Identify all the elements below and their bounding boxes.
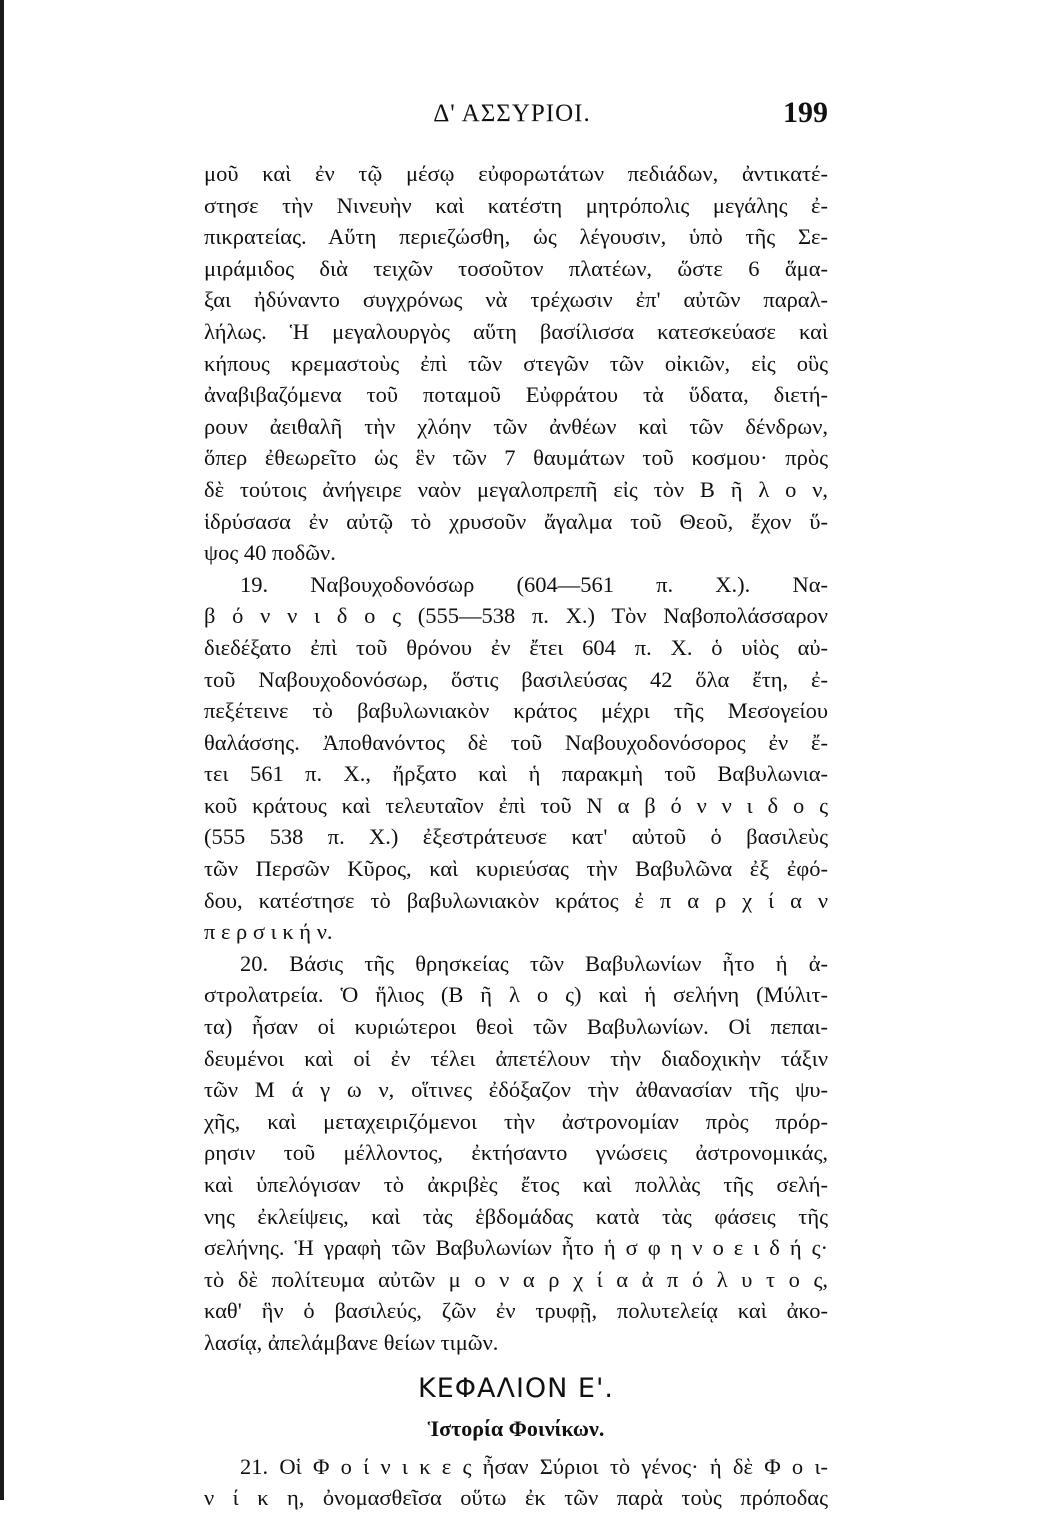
text-line: καὶ ὑπελόγισαν τὸ ἀκριβὲς ἔτος καὶ πολλὰς τῆς σελή- [204, 1172, 828, 1197]
chapter-title: ΚΕΦΑΛΙΟΝ Ε'. [417, 1372, 615, 1404]
text-line: θαλάσσης. Ἀποθανόντος δὲ τοῦ Ναβουχοδονόσορος ἐν ἔ- [204, 729, 828, 755]
text-line: ν ί κ η, ὀνομασθεῖσα οὕτω ἐκ τῶν παρὰ τοὺς πρόποδας [204, 1485, 828, 1511]
text-line: χῆς, καὶ μεταχειριζόμενοι τὴν ἀστρονομίαν πρὸς πρόρ- [204, 1108, 828, 1134]
text-line: τει 561 π. Χ., ἤρξατο καὶ ἡ παρακμὴ τοῦ Βαβυλωνια- [204, 761, 828, 787]
text-block [204, 158, 828, 1514]
text-line: μοῦ καὶ ἐν τῷ μέσῳ εὐφορωτάτων πεδιάδων, ἀντικατέ- [204, 161, 828, 186]
text-line: δευμένοι καὶ οἱ ἐν τέλει ἀπετέλουν τὴν διαδοχικὴν τάξιν [204, 1045, 828, 1071]
text-line: πικρατείας. Αὕτη περιεζώσθη, ὡς λέγουσιν, ὑπὸ τῆς Σε- [204, 224, 828, 250]
text-line: τὸ δὲ πολίτευμα αὐτῶν μ ο ν α ρ χ ί α ἀ π ό λ υ τ ο ς, [204, 1266, 828, 1292]
text-line: τα) ἦσαν οἱ κυριώτεροι θεοὶ τῶν Βαβυλωνίων. Οἱ πεπαι- [204, 1014, 828, 1040]
text-line: ἀναβιβαζόμενα τοῦ ποταμοῦ Εὐφράτου τὰ ὕδατα, διετή- [204, 382, 828, 408]
text-line: λασίᾳ, ἀπελάμβανε θείων τιμῶν. [204, 1329, 499, 1355]
text-line: ὅπερ ἐθεωρεῖτο ὡς ἓν τῶν 7 θαυμάτων τοῦ κοσμου· πρὸς [204, 445, 828, 471]
page-edge [0, 0, 4, 1500]
text-line: λήλως. Ἡ μεγαλουργὸς αὕτη βασίλισσα κατεσκεύασε καὶ [204, 318, 828, 344]
text-line: ξαι ἠδύναντο συγχρόνως νὰ τρέχωσιν ἐπ' αὐτῶν παραλ- [204, 287, 828, 313]
text-line: β ό ν ν ι δ ο ς (555—538 π. Χ.) Τὸν Ναβοπολάσσαρον [204, 603, 828, 629]
text-line: 19. Ναβουχοδονόσωρ (604—561 π. Χ.). Να- [240, 571, 828, 597]
text-line: τοῦ Ναβουχοδονόσωρ, ὅστις βασιλεύσας 42 ὅλα ἔτη, ἐ- [204, 666, 828, 692]
text-line: στρολατρεία. Ὁ ἥλιος (Β ῆ λ ο ς) καὶ ἡ σελήνη (Μύλιτ- [204, 982, 828, 1008]
page-header [196, 96, 828, 136]
paragraph-19 [204, 569, 828, 948]
text-line: τῶν Περσῶν Κῦρος, καὶ κυριεύσας τὴν Βαβυλῶνα ἐξ ἐφό- [204, 856, 828, 882]
text-line: ψος 40 ποδῶν. [204, 540, 336, 566]
text-line: τῶν Μ ά γ ω ν, οἵτινες ἐδόξαζον τὴν ἀθανασίαν τῆς ψυ- [204, 1077, 828, 1103]
text-line: (555 538 π. Χ.) ἐξεστράτευσε κατ' αὐτοῦ ὁ βασιλεὺς [204, 824, 828, 850]
running-head: Δ' ΑΣΣΥΡΙΟΙ. [433, 100, 591, 127]
text-line: κοῦ κράτους καὶ τελευταῖον ἐπὶ τοῦ Ν α β ό ν ν ι δ ο ς [204, 792, 828, 818]
paragraph-20 [204, 948, 828, 1359]
text-line: ἱδρύσασα ἐν αὐτῷ τὸ χρυσοῦν ἄγαλμα τοῦ Θεοῦ, ἔχον ὕ- [204, 508, 828, 534]
chapter-subtitle: Ἱστορία Φοινίκων. [427, 1415, 605, 1441]
paragraph-21 [204, 1451, 828, 1514]
text-line: στησε τὴν Νινευὴν καὶ κατέστη μητρόπολις μεγάλης ἐ- [204, 192, 828, 218]
text-line: διεδέξατο ἐπὶ τοῦ θρόνου ἐν ἔτει 604 π. Χ. ὁ υἱὸς αὐ- [204, 634, 828, 660]
text-line: ρουν ἀειθαλῆ τὴν χλόην τῶν ἀνθέων καὶ τῶν δένδρων, [204, 413, 828, 439]
text-line: πεξέτεινε τὸ βαβυλωνιακὸν κράτος μέχρι τῆς Μεσογείου [204, 698, 828, 724]
page-number: 199 [783, 96, 828, 129]
text-line: νης ἐκλείψεις, καὶ τὰς ἑβδομάδας κατὰ τὰς φάσεις τῆς [204, 1203, 828, 1229]
paragraph-continuation [204, 158, 828, 569]
text-line: π ε ρ σ ι κ ή ν. [204, 919, 333, 945]
text-line: 20. Βάσις τῆς θρησκείας τῶν Βαβυλωνίων ἦτο ἡ ἀ- [240, 950, 828, 976]
text-line: καθ' ἣν ὁ βασιλεύς, ζῶν ἐν τρυφῇ, πολυτελείᾳ καὶ ἀκο- [204, 1298, 828, 1324]
text-line: κήπους κρεμαστοὺς ἐπὶ τῶν στεγῶν τῶν οἰκιῶν, εἰς οὓς [204, 350, 828, 376]
text-line: σελήνης. Ἡ γραφὴ τῶν Βαβυλωνίων ἦτο ἡ σ φ η ν ο ε ι δ ή ς· [204, 1235, 828, 1261]
text-line: μιράμιδος διὰ τειχῶν τοσοῦτον πλατέων, ὥστε 6 ἅμα- [204, 255, 828, 281]
text-line: δὲ τούτοις ἀνήγειρε ναὸν μεγαλοπρεπῆ εἰς τὸν Β ῆ λ ο ν, [204, 476, 828, 502]
text-line: ρησιν τοῦ μέλλοντος, ἐκτήσαντο γνώσεις ἀστρονομικάς, [204, 1140, 828, 1166]
text-line: δου, κατέστησε τὸ βαβυλωνιακὸν κράτος ἐ π α ρ χ ί α ν [204, 887, 828, 913]
text-line: 21. Οἱ Φ ο ί ν ι κ ε ς ἦσαν Σύριοι τὸ γένος· ἡ δὲ Φ ο ι- [240, 1453, 828, 1479]
